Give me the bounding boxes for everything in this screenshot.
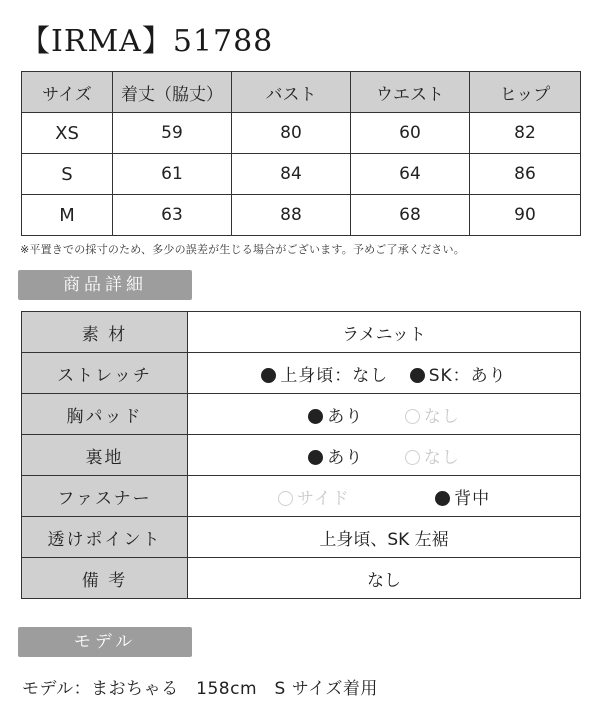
- waist-cell: 64: [351, 154, 470, 195]
- size-cell: M: [22, 195, 113, 236]
- header-bust: バスト: [232, 72, 351, 113]
- size-cell: S: [22, 154, 113, 195]
- waist-cell: 60: [351, 113, 470, 154]
- lining-no-text: なし: [423, 447, 460, 468]
- header-waist: ウエスト: [351, 72, 470, 113]
- lining-option-no: [405, 443, 460, 468]
- details-table: [21, 311, 581, 599]
- fastener-option-back: [435, 484, 490, 509]
- hip-cell: 90: [470, 195, 581, 236]
- detail-row-fastener: [22, 476, 581, 517]
- model-info: モデル：まおちゃる 158cm S サイズ着用: [22, 679, 378, 699]
- stretch-label: ストレッチ: [22, 353, 188, 394]
- length-cell: 59: [113, 113, 232, 154]
- sheer-value: 上身頃、SK 左裾: [188, 517, 581, 558]
- detail-row-stretch: [22, 353, 581, 394]
- filled-circle-icon: [308, 409, 323, 424]
- table-row: [22, 154, 581, 195]
- measurement-note: ※平置きでの採寸のため、多少の誤差が生じる場合がございます。予めご了承ください。: [20, 243, 465, 256]
- fastener-back-text: 背中: [454, 488, 491, 509]
- detail-row-material: [22, 312, 581, 353]
- empty-circle-icon: [405, 409, 420, 424]
- size-cell: XS: [22, 113, 113, 154]
- material-value: ラメニット: [188, 312, 581, 353]
- header-length: 着丈（脇丈）: [113, 72, 232, 113]
- detail-row-bust-pad: [22, 394, 581, 435]
- material-label: 素 材: [22, 312, 188, 353]
- bust-pad-yes-text: あり: [327, 406, 364, 427]
- hip-cell: 86: [470, 154, 581, 195]
- length-cell: 61: [113, 154, 232, 195]
- header-hip: ヒップ: [470, 72, 581, 113]
- fastener-side-text: サイド: [296, 488, 350, 509]
- filled-circle-icon: [308, 450, 323, 465]
- filled-circle-icon: [410, 368, 425, 383]
- waist-cell: 68: [351, 195, 470, 236]
- filled-circle-icon: [261, 368, 276, 383]
- bust-cell: 84: [232, 154, 351, 195]
- empty-circle-icon: [278, 491, 293, 506]
- stretch-option-top: [261, 361, 388, 386]
- remarks-label: 備 考: [22, 558, 188, 599]
- product-title: 【IRMA】51788: [20, 24, 274, 59]
- table-row: [22, 113, 581, 154]
- remarks-value: なし: [188, 558, 581, 599]
- bust-pad-option-no: [405, 402, 460, 427]
- stretch-option-skirt: [410, 361, 507, 386]
- fastener-option-side: [278, 484, 350, 509]
- header-size: サイズ: [22, 72, 113, 113]
- model-section-label: モデル: [18, 627, 192, 657]
- bust-pad-option-yes: [308, 402, 363, 427]
- fastener-value: [188, 476, 581, 517]
- bust-pad-no-text: なし: [423, 406, 460, 427]
- detail-row-lining: [22, 435, 581, 476]
- hip-cell: 82: [470, 113, 581, 154]
- details-section-label: 商品詳細: [18, 270, 192, 300]
- lining-option-yes: [308, 443, 363, 468]
- stretch-value: [188, 353, 581, 394]
- bust-cell: 80: [232, 113, 351, 154]
- detail-row-sheer: [22, 517, 581, 558]
- stretch-option-top-text: 上身頃：なし: [280, 365, 389, 386]
- detail-row-remarks: [22, 558, 581, 599]
- length-cell: 63: [113, 195, 232, 236]
- bust-pad-label: 胸パッド: [22, 394, 188, 435]
- filled-circle-icon: [435, 491, 450, 506]
- sheer-label: 透けポイント: [22, 517, 188, 558]
- fastener-label: ファスナー: [22, 476, 188, 517]
- table-row: [22, 195, 581, 236]
- size-table: [21, 71, 581, 236]
- lining-yes-text: あり: [327, 447, 364, 468]
- bust-cell: 88: [232, 195, 351, 236]
- size-table-header-row: [22, 72, 581, 113]
- empty-circle-icon: [405, 450, 420, 465]
- bust-pad-value: [188, 394, 581, 435]
- stretch-option-skirt-text: SK：あり: [428, 365, 507, 386]
- lining-value: [188, 435, 581, 476]
- lining-label: 裏地: [22, 435, 188, 476]
